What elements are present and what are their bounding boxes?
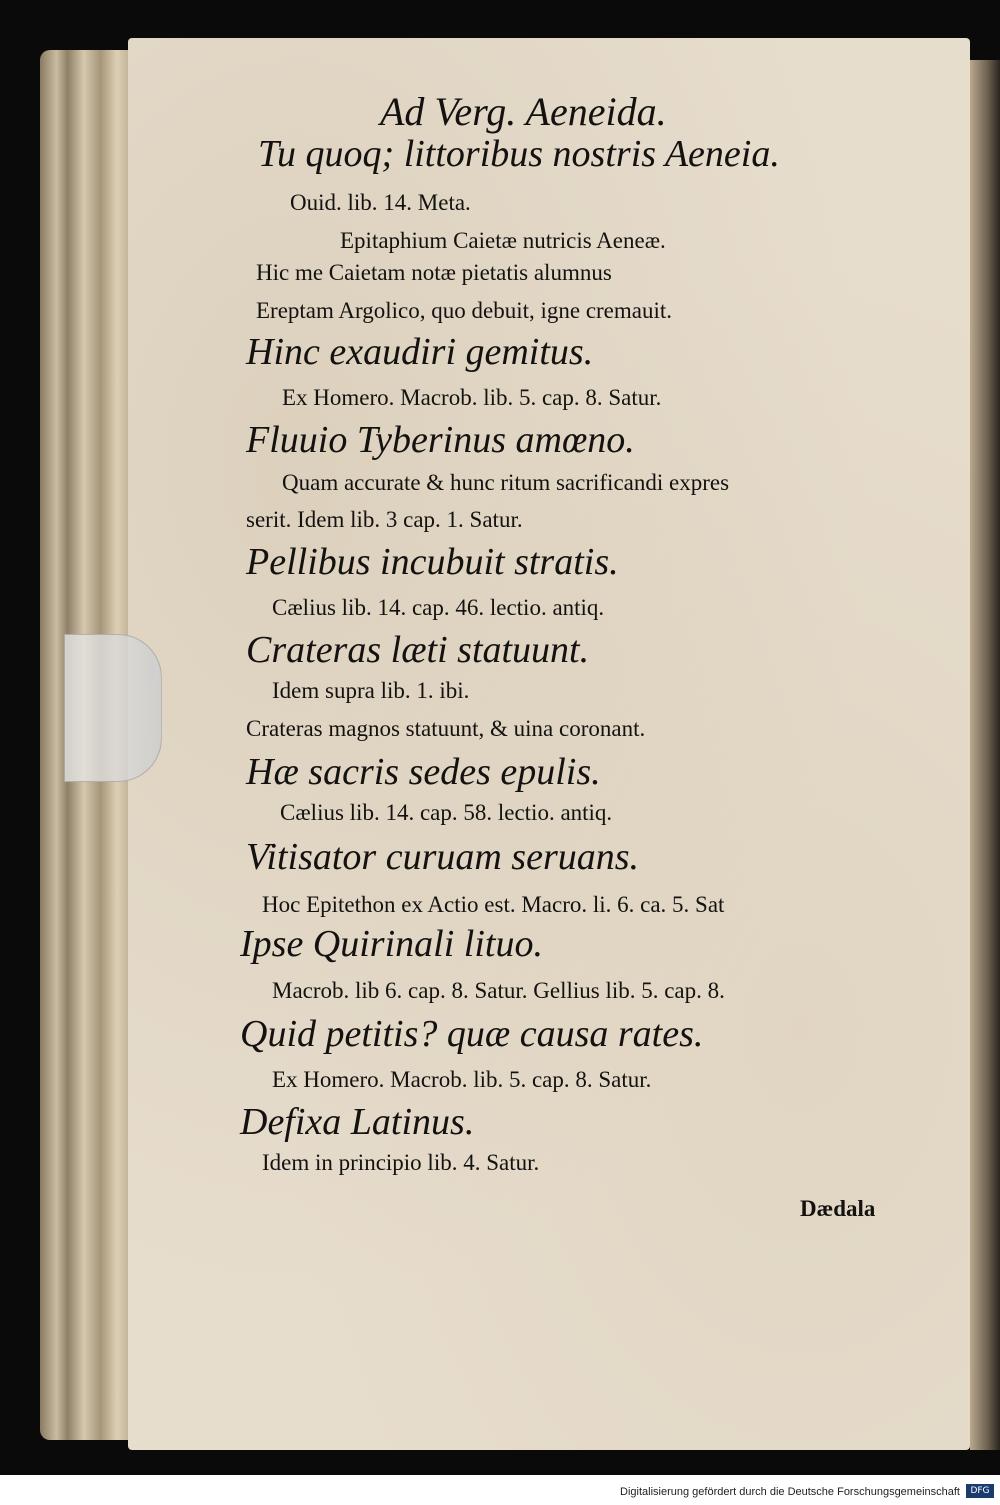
dfg-logo: DFG <box>966 1484 994 1498</box>
note-line: Crateras magnos statuunt, & uina coronant. <box>246 716 646 741</box>
page-clip <box>64 634 162 782</box>
running-head: Ad Verg. Aeneida. <box>380 89 667 134</box>
verse-line: Defixa Latinus. <box>240 1101 475 1143</box>
note-line: Ereptam Argolico, quo debuit, igne cremauit. <box>256 298 673 323</box>
note-line: Cælius lib. 14. cap. 46. lectio. antiq. <box>272 595 605 620</box>
note-line: Idem supra lib. 1. ibi. <box>272 678 470 703</box>
footer-credit: Digitalisierung gefördert durch die Deutsche Forschungsgemeinschaft <box>620 1486 960 1498</box>
note-line: Quam accurate & hunc ritum sacrificandi expres <box>282 470 730 495</box>
note-line: Cælius lib. 14. cap. 58. lectio. antiq. <box>280 800 613 825</box>
note-line: Macrob. lib 6. cap. 8. Satur. Gellius lib. 5. cap. 8. <box>272 978 725 1003</box>
catchword: Dædala <box>800 1196 876 1221</box>
note-line: serit. Idem lib. 3 cap. 1. Satur. <box>246 507 523 532</box>
note-line: Ex Homero. Macrob. lib. 5. cap. 8. Satur. <box>272 1067 652 1092</box>
page-shadow-edge <box>970 60 1000 1450</box>
note-line: Hic me Caietam notæ pietatis alumnus <box>256 260 612 285</box>
verse-line: Ipse Quirinali lituo. <box>240 923 543 965</box>
verse-line: Pellibus incubuit stratis. <box>246 541 619 583</box>
verse-line: Tu quoq; littoribus nostris Aeneia. <box>258 133 780 175</box>
digitization-footer <box>0 1475 1000 1505</box>
note-line: Epitaphium Caietæ nutricis Aeneæ. <box>340 228 666 253</box>
verse-line: Vitisator curuam seruans. <box>246 836 640 878</box>
note-line: Idem in principio lib. 4. Satur. <box>262 1150 540 1175</box>
note-line: Ex Homero. Macrob. lib. 5. cap. 8. Satur. <box>282 385 662 410</box>
verse-line: Fluuio Tyberinus amœno. <box>246 419 635 461</box>
note-line: Hoc Epitethon ex Actio est. Macro. li. 6. ca. 5. Sat <box>262 892 725 917</box>
verse-line: Crateras læti statuunt. <box>246 629 590 671</box>
verse-line: Hæ sacris sedes epulis. <box>246 751 601 793</box>
note-line: Ouid. lib. 14. Meta. <box>290 190 471 215</box>
verse-line: Hinc exaudiri gemitus. <box>246 331 594 373</box>
verse-line: Quid petitis? quæ causa rates. <box>240 1013 704 1055</box>
